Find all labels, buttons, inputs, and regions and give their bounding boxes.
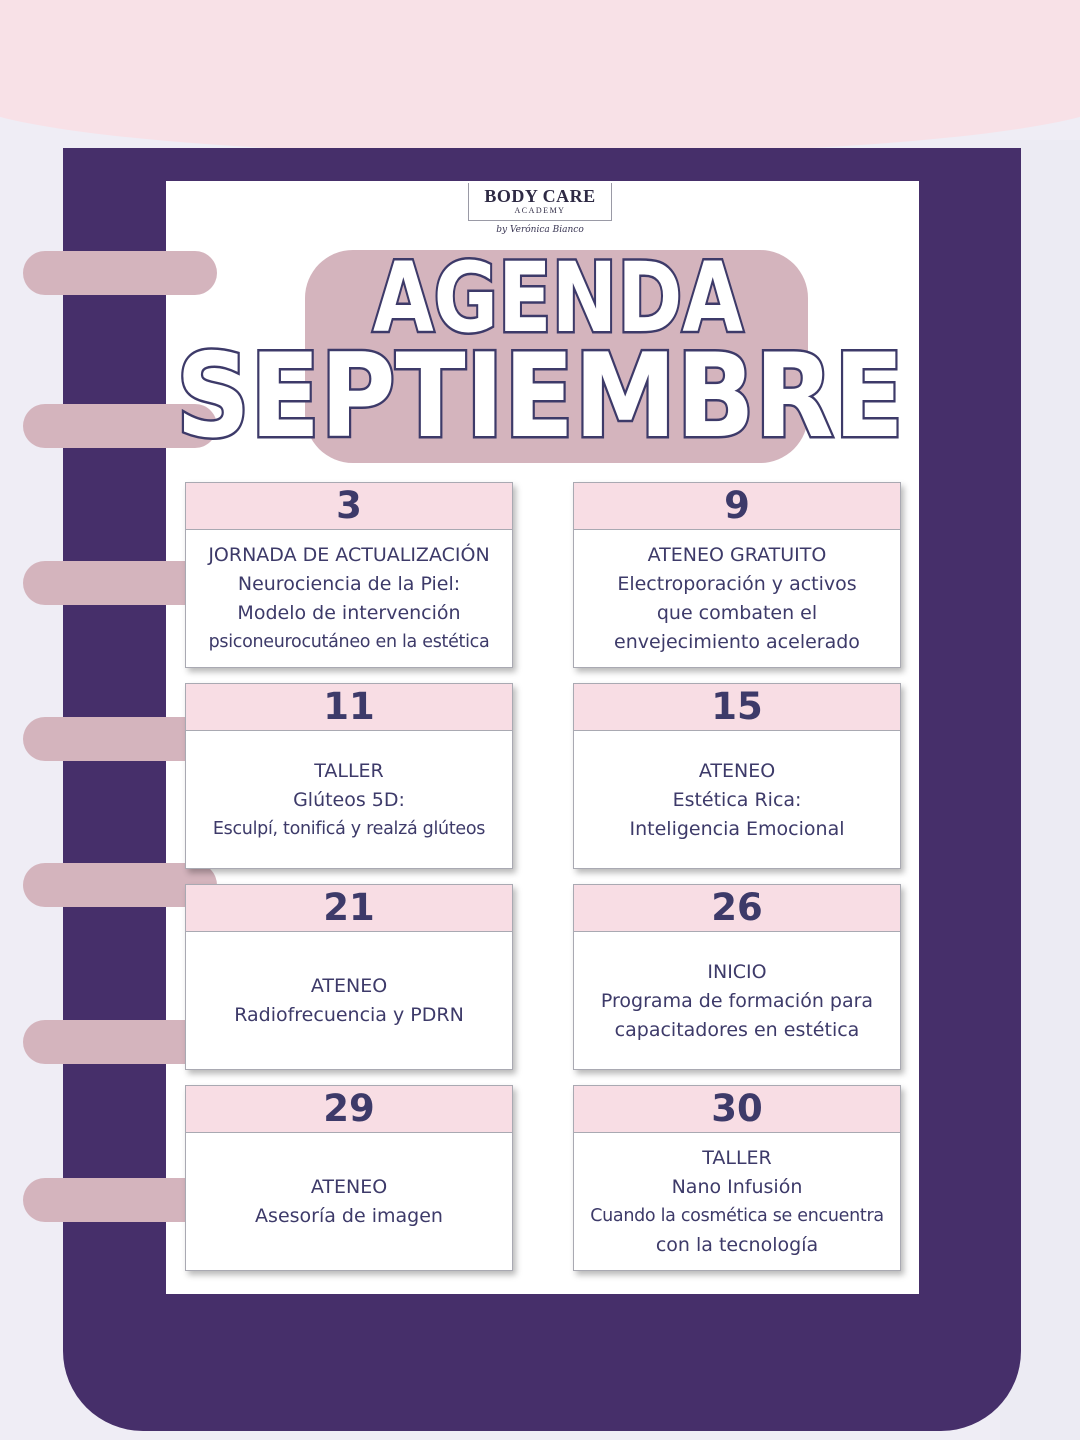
event-line: capacitadores en estética bbox=[614, 1018, 860, 1041]
event-type: ATENEO bbox=[698, 759, 776, 782]
event-day: 29 bbox=[186, 1086, 512, 1133]
event-details bbox=[186, 932, 512, 1070]
event-line: Cuando la cosmética se encuentra bbox=[590, 1206, 884, 1226]
event-type: ATENEO bbox=[310, 975, 388, 997]
event-day: 9 bbox=[574, 483, 900, 530]
event-card[interactable] bbox=[573, 884, 901, 1070]
event-day: 15 bbox=[574, 684, 900, 731]
event-details bbox=[186, 731, 512, 869]
event-line: Modelo de intervención bbox=[237, 602, 461, 624]
event-line: Estética Rica: bbox=[672, 788, 802, 811]
event-line: Glúteos 5D: bbox=[293, 788, 405, 811]
event-type: ATENEO GRATUITO bbox=[647, 544, 827, 566]
event-card[interactable] bbox=[573, 683, 901, 869]
event-type: TALLER bbox=[702, 1147, 772, 1169]
event-line: Nano Infusión bbox=[671, 1176, 803, 1198]
event-line: Programa de formación para bbox=[600, 989, 874, 1012]
event-details bbox=[574, 1133, 900, 1271]
event-type: JORNADA DE ACTUALIZACIÓN bbox=[208, 544, 490, 566]
title-line-month: SEPTIEMBRE bbox=[176, 329, 904, 464]
brand-subtitle: ACADEMY bbox=[514, 206, 566, 215]
event-line: Inteligencia Emocional bbox=[629, 817, 845, 840]
event-day: 30 bbox=[574, 1086, 900, 1133]
event-line: con la tecnología bbox=[655, 1234, 819, 1256]
event-card[interactable] bbox=[185, 884, 513, 1070]
event-day: 11 bbox=[186, 684, 512, 731]
event-line: Radiofrecuencia y PDRN bbox=[234, 1004, 464, 1026]
event-line: Asesoría de imagen bbox=[255, 1205, 443, 1227]
event-details bbox=[186, 530, 512, 668]
event-details bbox=[574, 530, 900, 668]
event-line: que combaten el bbox=[656, 602, 818, 624]
event-card[interactable] bbox=[185, 683, 513, 869]
event-card[interactable] bbox=[573, 1085, 901, 1271]
brand-signature: by Verónica Bianco bbox=[496, 225, 584, 235]
event-type: ATENEO bbox=[310, 1176, 388, 1198]
event-details bbox=[186, 1133, 512, 1271]
event-type: INICIO bbox=[707, 960, 767, 983]
event-details bbox=[574, 731, 900, 869]
event-line: psiconeurocutáneo en la estética bbox=[208, 632, 490, 652]
event-day: 26 bbox=[574, 885, 900, 932]
event-day: 21 bbox=[186, 885, 512, 932]
event-line: Esculpí, tonificá y realzá glúteos bbox=[212, 818, 486, 839]
brand-name: BODY CARE bbox=[484, 186, 596, 206]
event-card[interactable] bbox=[185, 482, 513, 668]
event-line: Electroporación y activos bbox=[617, 573, 857, 595]
event-card[interactable] bbox=[573, 482, 901, 668]
event-type: TALLER bbox=[314, 759, 384, 782]
event-card[interactable] bbox=[185, 1085, 513, 1271]
event-day: 3 bbox=[186, 483, 512, 530]
event-line: Neurociencia de la Piel: bbox=[237, 573, 461, 595]
event-details bbox=[574, 932, 900, 1070]
title-line-agenda: AGENDA bbox=[373, 242, 743, 354]
event-line: envejecimiento acelerado bbox=[614, 631, 860, 653]
